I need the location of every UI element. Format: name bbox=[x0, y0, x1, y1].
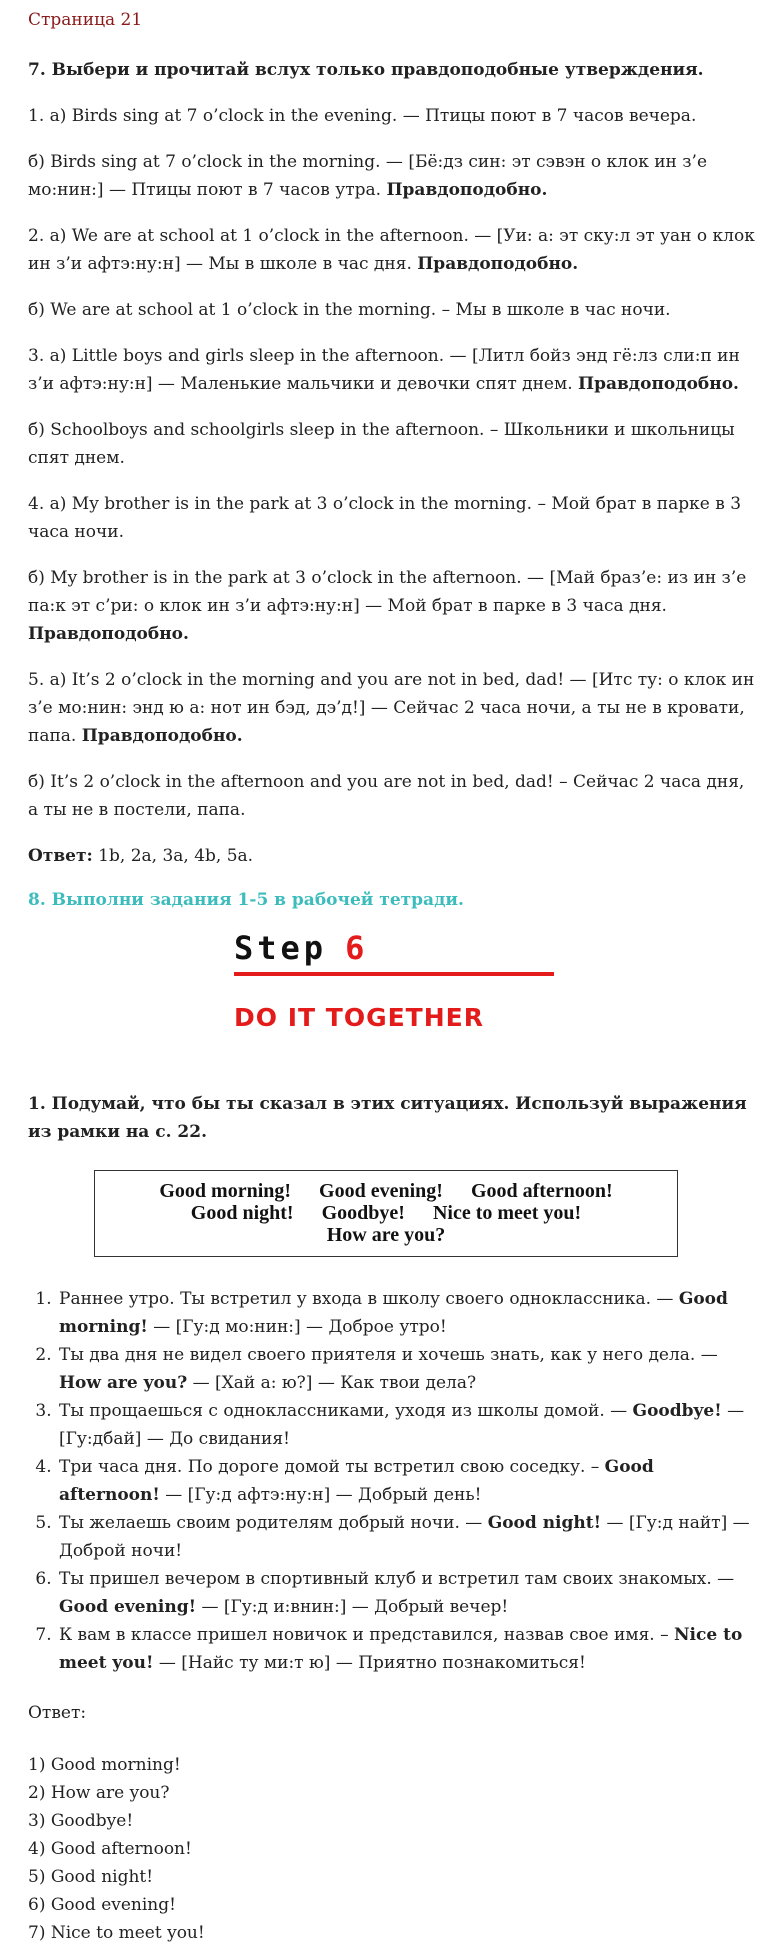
task-1-heading: 1. Подумай, что бы ты сказал в этих ситуациях. Используй выражения из рамки на с. 22. bbox=[28, 1094, 747, 1142]
step-title bbox=[234, 928, 368, 968]
situation-translation: — [Гу:д и:внин:] — Добрый вечер! bbox=[196, 1597, 509, 1617]
ex7-item-text: б) Schoolboys and schoolgirls sleep in the afternoon. – Школьники и школьницы спят днем. bbox=[28, 420, 735, 468]
list-item: 3) Goodbye! bbox=[28, 1811, 134, 1831]
ex7-item-5b bbox=[28, 768, 756, 824]
list-item bbox=[57, 1621, 756, 1677]
list-item: 4) Good afternoon! bbox=[28, 1839, 192, 1859]
situation-text: К вам в классе пришел новичок и представился, назвав свое имя. – bbox=[59, 1625, 675, 1645]
ex7-item-4b bbox=[28, 564, 756, 648]
situation-text: Раннее утро. Ты встретил у входа в школу своего одноклассника. — bbox=[59, 1289, 679, 1309]
situation-translation: — [Гу:дбай] — До свидания! bbox=[59, 1401, 745, 1449]
phrase: Good evening! bbox=[319, 1180, 443, 1202]
ex7-item-1a bbox=[28, 102, 756, 130]
situation-text: Ты прощаешься с одноклассниками, уходя из школы домой. — bbox=[59, 1401, 633, 1421]
ex7-answer-label: Ответ: bbox=[28, 846, 93, 866]
task-1-answer-list bbox=[28, 1751, 756, 1947]
ex7-item-verdict: Правдоподобно. bbox=[578, 374, 739, 394]
situation-phrase: Good evening! bbox=[59, 1597, 197, 1617]
list-item bbox=[57, 1453, 756, 1509]
phrase-row bbox=[95, 1224, 677, 1246]
ex7-item-text: 5. а) It’s 2 o’clock in the morning and you are not in bed, dad! — [Итс ту: о клок ин з’е мо:нин: энд ю а: нот ин бэд, дэ’д!] — Сейчас 2 часа ночи, а ты не в кровати, папа. bbox=[28, 670, 755, 746]
list-item bbox=[57, 1341, 756, 1397]
ex7-answer bbox=[28, 842, 756, 870]
ex7-answer-value: 1b, 2a, 3a, 4b, 5a. bbox=[92, 846, 254, 866]
ex7-item-verdict: Правдоподобно. bbox=[28, 624, 189, 644]
ex7-item-1b bbox=[28, 148, 756, 204]
ex7-item-text: 3. а) Little boys and girls sleep in the afternoon. — [Литл бойз энд гё:лз сли:п ин з’и афтэ:ну:н] — Маленькие мальчики и девочки спят днем. bbox=[28, 346, 740, 394]
step-banner bbox=[28, 920, 756, 1090]
ex7-item-3a bbox=[28, 342, 756, 398]
ex7-item-verdict: Правдоподобно. bbox=[417, 254, 579, 274]
situation-phrase: Good afternoon! bbox=[59, 1457, 654, 1505]
situation-translation: — [Гу:д найт] — Доброй ночи! bbox=[59, 1513, 750, 1561]
step-underline bbox=[234, 972, 554, 976]
ex7-item-verdict: Правдоподобно. bbox=[81, 726, 243, 746]
phrase: How are you? bbox=[326, 1224, 446, 1246]
ex7-item-text: 1. а) Birds sing at 7 o’clock in the evening. — Птицы поют в 7 часов вечера. bbox=[28, 106, 697, 126]
exercise-7-heading: 7. Выбери и прочитай вслух только правдоподобные утверждения. bbox=[28, 60, 704, 80]
ex7-item-4a bbox=[28, 490, 756, 546]
step-number: 6 bbox=[345, 929, 369, 967]
ex7-item-verdict: Правдоподобно. bbox=[386, 180, 548, 200]
ex7-item-text: 2. а) We are at school at 1 o’clock in the afternoon. — [Уи: а: эт ску:л эт уан о клок ин з’и афтэ:ну:н] — Мы в школе в час дня. bbox=[28, 226, 755, 274]
phrase: Nice to meet you! bbox=[432, 1202, 582, 1224]
ex7-item-text: б) It’s 2 o’clock in the afternoon and you are not in bed, dad! – Сейчас 2 часа дня, а ты не в постели, папа. bbox=[28, 772, 745, 820]
situation-phrase: Good morning! bbox=[59, 1289, 728, 1337]
phrase-row bbox=[95, 1180, 677, 1202]
situation-translation: — [Гу:д афтэ:ну:н] — Добрый день! bbox=[159, 1485, 482, 1505]
situation-text: Три часа дня. По дороге домой ты встретил свою соседку. – bbox=[59, 1457, 605, 1477]
list-item bbox=[57, 1509, 756, 1565]
list-item: 1) Good morning! bbox=[28, 1755, 181, 1775]
page-title: Страница 21 bbox=[28, 10, 143, 30]
content bbox=[28, 0, 756, 1947]
list-item bbox=[57, 1397, 756, 1453]
situation-translation: — [Хай а: ю?] — Как твои дела? bbox=[187, 1373, 477, 1393]
ex7-item-text: б) My brother is in the park at 3 o’clock in the afternoon. — [Май браз’е: из ин з’е па:к эт с’ри: о клок ин з’и афтэ:ну:н] — Мой брат в парке в 3 часа дня. bbox=[28, 568, 747, 616]
list-item: 2) How are you? bbox=[28, 1783, 170, 1803]
ex7-item-5a bbox=[28, 666, 756, 750]
ex7-item-text: 4. а) My brother is in the park at 3 o’clock in the morning. – Мой брат в парке в 3 часа ночи. bbox=[28, 494, 742, 542]
situation-translation: — [Найс ту ми:т ю] — Приятно познакомиться! bbox=[153, 1653, 586, 1673]
situation-phrase: Goodbye! bbox=[632, 1401, 722, 1421]
phrase: Good afternoon! bbox=[470, 1180, 613, 1202]
list-item bbox=[57, 1565, 756, 1621]
exercise-8-heading: 8. Выполни задания 1-5 в рабочей тетради. bbox=[28, 890, 464, 910]
situation-phrase: How are you? bbox=[59, 1373, 188, 1393]
situations-list bbox=[28, 1285, 756, 1677]
situation-phrase: Good night! bbox=[487, 1513, 602, 1533]
phrase: Goodbye! bbox=[321, 1202, 405, 1224]
situation-text: Ты желаешь своим родителям добрый ночи. — bbox=[59, 1513, 488, 1533]
ex7-item-text: б) Birds sing at 7 o’clock in the morning. — [Бё:дз син: эт сэвэн о клок ин з’е мо:нин:] — Птицы поют в 7 часов утра. bbox=[28, 152, 708, 200]
phrase-box bbox=[94, 1170, 678, 1257]
situation-text: Ты пришел вечером в спортивный клуб и встретил там своих знакомых. — bbox=[59, 1569, 735, 1589]
ex7-item-2b bbox=[28, 296, 756, 324]
list-item bbox=[57, 1285, 756, 1341]
phrase-row bbox=[95, 1202, 677, 1224]
situation-text: Ты два дня не видел своего приятеля и хочешь знать, как у него дела. — bbox=[59, 1345, 718, 1365]
situation-translation: — [Гу:д мо:нин:] — Доброе утро! bbox=[147, 1317, 447, 1337]
situation-phrase: Nice to meet you! bbox=[59, 1625, 743, 1673]
list-item: 7) Nice to meet you! bbox=[28, 1923, 205, 1943]
step-subtitle: DO IT TOGETHER bbox=[234, 1003, 484, 1032]
ex7-item-2a bbox=[28, 222, 756, 278]
ex7-item-3b bbox=[28, 416, 756, 472]
task-1-answer-label: Ответ: bbox=[28, 1703, 87, 1723]
list-item: 5) Good night! bbox=[28, 1867, 154, 1887]
phrase: Good morning! bbox=[159, 1180, 292, 1202]
list-item: 6) Good evening! bbox=[28, 1895, 176, 1915]
phrase: Good night! bbox=[190, 1202, 294, 1224]
ex7-item-text: б) We are at school at 1 o’clock in the morning. – Мы в школе в час ночи. bbox=[28, 300, 671, 320]
step-word: Step bbox=[234, 929, 328, 967]
